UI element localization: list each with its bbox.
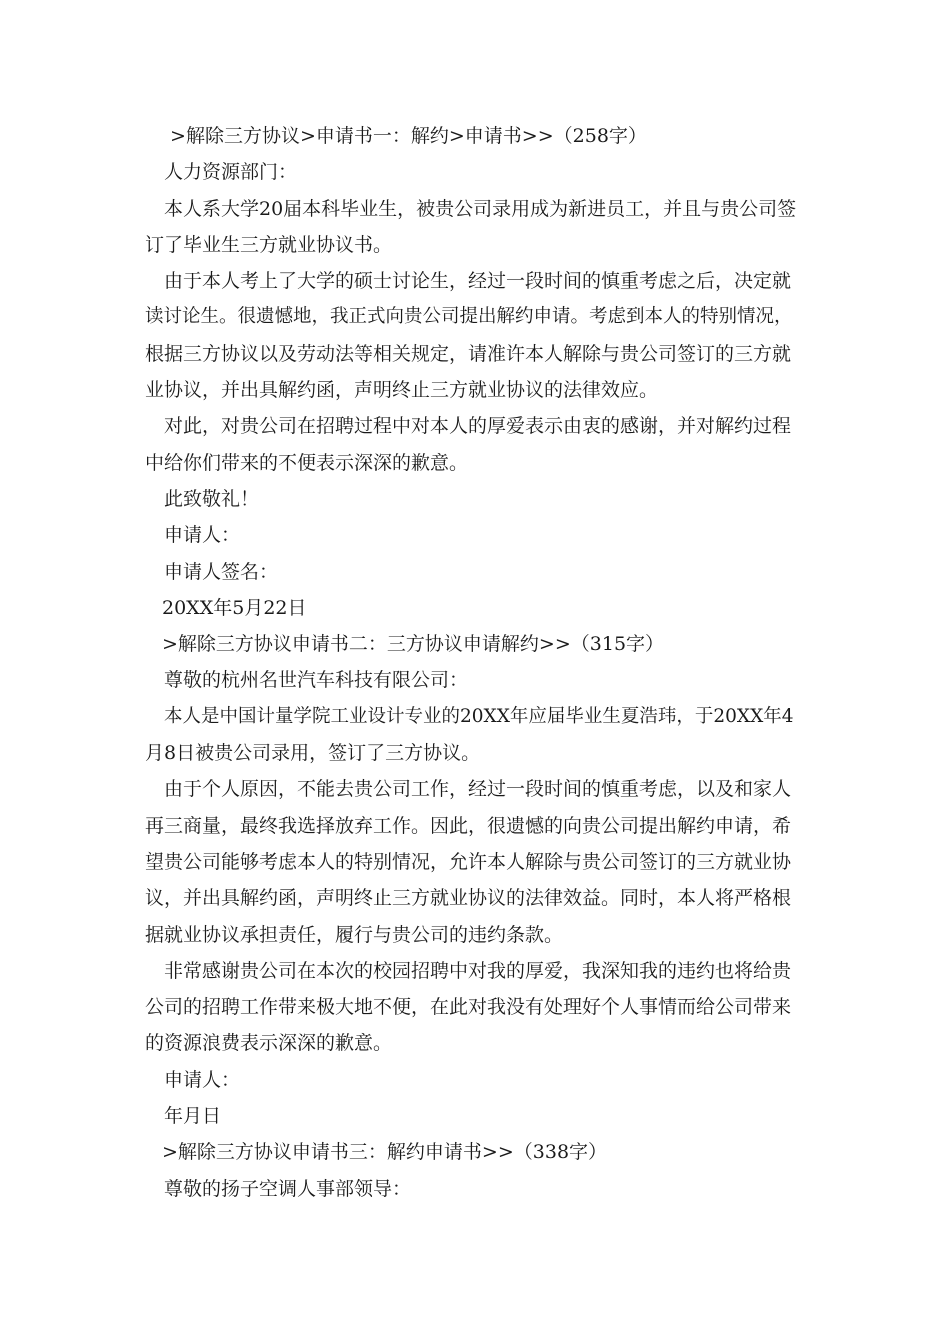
salutation-2: 尊敬的杭州名世汽车科技有限公司：: [164, 669, 469, 692]
section-heading-2: >解除三方协议申请书二：三方协议申请解约>>（315字）: [162, 633, 665, 656]
applicant-label: 申请人：: [164, 1068, 241, 1091]
applicant-label: 申请人：: [164, 524, 241, 547]
closing-greeting: 此致敬礼！: [164, 487, 260, 510]
paragraph-line: 公司的招聘工作带来极大地不便，在此对我没有处理好个人事情而给公司带来: [145, 996, 792, 1019]
paragraph-line: 业协议，并出具解约函，声明终止三方就业协议的法律效应。: [145, 379, 659, 402]
paragraph-line: 对此，对贵公司在招聘过程中对本人的厚爱表示由衷的感谢，并对解约过程: [164, 415, 792, 438]
paragraph-line: 由于本人考上了大学的硕士讨论生，经过一段时间的慎重考虑之后，决定就: [164, 270, 792, 293]
paragraph-line: 的资源浪费表示深深的歉意。: [145, 1032, 393, 1055]
paragraph-line: 本人系大学20届本科毕业生，被贵公司录用成为新进员工，并且与贵公司签: [164, 197, 797, 220]
salutation-3: 尊敬的扬子空调人事部领导：: [164, 1177, 412, 1200]
section-heading-1: >解除三方协议>申请书一：解约>申请书>>（258字）: [164, 125, 647, 147]
paragraph-line: 中给你们带来的不便表示深深的歉意。: [145, 451, 469, 474]
paragraph-line: 非常感谢贵公司在本次的校园招聘中对我的厚爱，我深知我的违约也将给贵: [164, 959, 792, 982]
paragraph-line: 据就业协议承担责任，履行与贵公司的违约条款。: [145, 923, 564, 946]
paragraph-line: 由于个人原因，不能去贵公司工作，经过一段时间的慎重考虑，以及和家人: [164, 778, 792, 801]
date-placeholder: 年月日: [164, 1105, 222, 1128]
document-page: [145, 118, 805, 1207]
paragraph-line: 根据三方协议以及劳动法等相关规定，请准许本人解除与贵公司签订的三方就: [145, 342, 792, 365]
paragraph-line: 再三商量，最终我选择放弃工作。因此，很遗憾的向贵公司提出解约申请，希: [145, 814, 792, 837]
paragraph-line: 望贵公司能够考虑本人的特别情况，允许本人解除与贵公司签订的三方就业协: [145, 850, 792, 873]
section-heading-3: >解除三方协议申请书三：解约申请书>>（338字）: [162, 1141, 608, 1164]
paragraph-line: 月8日被贵公司录用，签订了三方协议。: [145, 742, 481, 765]
salutation-1: 人力资源部门：: [164, 161, 298, 184]
applicant-signature-label: 申请人签名：: [164, 560, 279, 583]
paragraph-line: 本人是中国计量学院工业设计专业的20XX年应届毕业生夏浩玮，于20XX年4: [164, 705, 794, 727]
paragraph-line: 议，并出具解约函，声明终止三方就业协议的法律效益。同时，本人将严格根: [145, 887, 792, 910]
date-line: 20XX年5月22日: [162, 596, 307, 619]
paragraph-line: 读讨论生。很遗憾地，我正式向贵公司提出解约申请。考虑到本人的特别情况，: [145, 306, 793, 328]
paragraph-line: 订了毕业生三方就业协议书。: [145, 233, 393, 256]
